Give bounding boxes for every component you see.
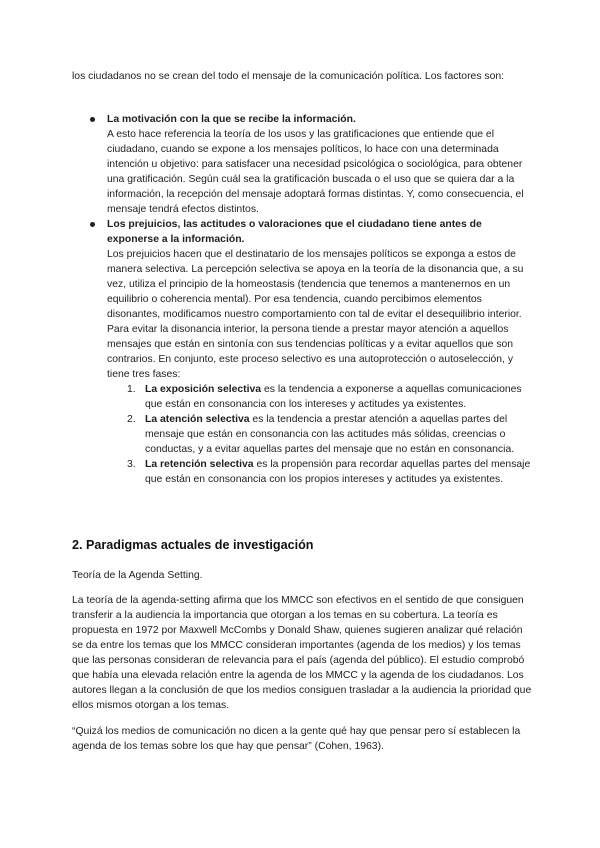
bullet-icon	[90, 117, 95, 122]
factors-list	[90, 112, 532, 487]
phase-number: 3.	[127, 459, 136, 470]
phase-text: es la tendencia a prestar atención a aquellas partes del mensaje que están en consonancia con las actitudes más sólidas, creencias o conductas, y a evitar aquellas partes del mensaje que no están en consonancia.	[145, 414, 515, 455]
section-heading: 2. Paradigmas actuales de investigación	[72, 538, 314, 552]
phase-term: La exposición selectiva	[145, 384, 262, 395]
section-subtitle: Teoría de la Agenda Setting.	[72, 570, 203, 581]
factor-heading: La motivación con la que se recibe la información.	[107, 114, 356, 125]
phase-item	[127, 457, 532, 487]
phase-number: 1.	[127, 384, 136, 395]
factor-body: Los prejuicios hacen que el destinatario de los mensajes políticos se exponga a estos de manera selectiva. La percepción selectiva se apoya en la teoría de la disonancia que, a su vez, utiliza el principio de la homeostasis (tendencia que tenemos a mantenernos en un equilibrio o coherencia mental). Por esa tendencia, cuando percibimos elementos disonantes, modificamos nuestro comportamiento con tal de evitar el desequilibrio interior. Para evitar la disonancia interior, la persona tiende a prestar mayor atención a aquellos mensajes que están en sintonía con sus tendencias políticas y a evitar aquellos que son contrarios. En conjunto, este proceso selectivo es una autoprotección o autoselección, y tiene tres fases:	[107, 249, 524, 380]
phase-text: es la tendencia a exponerse a aquellas comunicaciones que están en consonancia con los intereses y actitudes ya existentes.	[145, 384, 522, 410]
phases-list	[107, 382, 532, 487]
phase-text: es la propensión para recordar aquellas partes del mensaje que están en consonancia con los propios intereses y actitudes ya existentes.	[145, 459, 531, 485]
agenda-setting-paragraph: La teoría de la agenda-setting afirma que los MMCC son efectivos en el sentido de que consiguen transferir a la audiencia la importancia que otorgan a los temas en su cobertura. La teoría es propuesta en 1972 por Maxwell McCombs y Donald Shaw, quienes sugieren analizar qué relación se da entre los temas que los MMCC consideran importantes (agenda de los medios) y los temas que las personas consideran de relevancia para el país (agenda del público). El estudio comprobó que había una elevada relación entre la agenda de los MMCC y la agenda de los ciudadanos. Los autores llegan a la conclusión de que los medios consiguen trasladar a la audiencia la prioridad que ellos mismos otorgan a los temas.	[72, 595, 532, 711]
phase-item	[127, 382, 532, 412]
phase-term: La atención selectiva	[145, 414, 250, 425]
factor-item-prejudices	[90, 217, 532, 487]
phase-item	[127, 412, 532, 457]
factor-heading: Los prejuicios, las actitudes o valoraciones que el ciudadano tiene antes de exponerse a la información.	[107, 219, 482, 245]
bullet-icon	[90, 222, 95, 227]
factor-body: A esto hace referencia la teoría de los usos y las gratificaciones que entiende que el ciudadano, cuando se expone a los mensajes políticos, lo hace con una determinada intención u objetivo: para satisfacer una necesidad psicológica o sociológica, para obtener una gratificación. Según cuál sea la gratificación buscada o el uso que se quiera dar a la información, la recepción del mensaje adoptará formas distintas. Y, como consecuencia, el mensaje tendrá efectos distintos.	[107, 129, 524, 215]
phase-term: La retención selectiva	[145, 459, 254, 470]
phase-number: 2.	[127, 414, 136, 425]
factor-item-motivation	[90, 112, 532, 217]
intro-paragraph: los ciudadanos no se crean del todo el mensaje de la comunicación política. Los factores son:	[72, 71, 505, 82]
cohen-quote: “Quizá los medios de comunicación no dicen a la gente qué hay que pensar pero sí establecen la agenda de los temas sobre los que hay que pensar” (Cohen, 1963).	[72, 726, 521, 752]
